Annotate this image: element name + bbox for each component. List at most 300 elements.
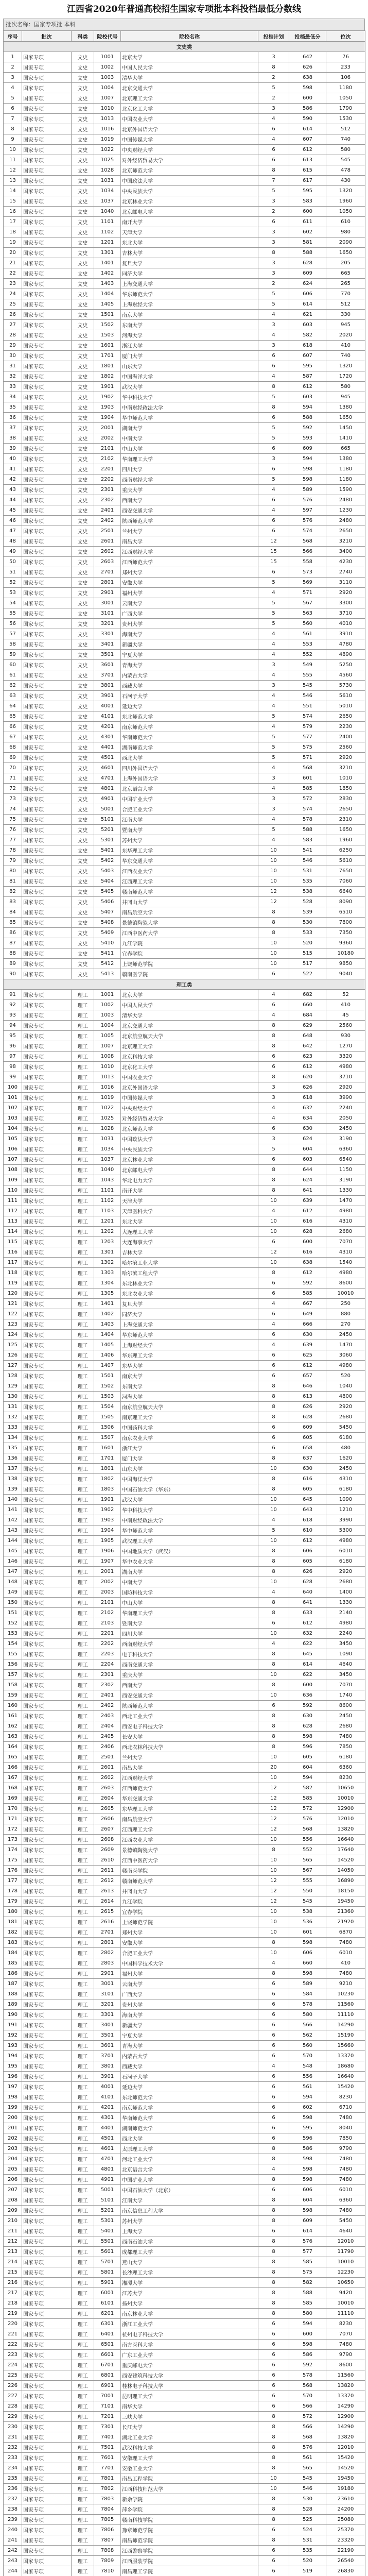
cell-code: 2610	[94, 1855, 121, 1866]
cell-index: 238	[4, 2504, 22, 2515]
cell-batch: 国家专项	[22, 2154, 72, 2164]
cell-school: 西安电子科技大学	[121, 1721, 258, 1732]
table-row	[4, 361, 365, 371]
cell-category: 理工	[72, 1680, 94, 1690]
cell-code: 1202	[94, 1227, 121, 1237]
cell-rank: 3110	[326, 578, 365, 588]
cell-rank: 5610	[326, 691, 365, 701]
cell-rank: 2920	[326, 1402, 365, 1412]
table-row	[4, 1577, 365, 1587]
cell-batch: 国家专项	[22, 2340, 72, 2350]
cell-plan: 6	[258, 2340, 289, 2350]
cell-plan: 6	[258, 1422, 289, 1433]
cell-min-score: 637	[289, 1453, 326, 1464]
cell-min-score: 630	[289, 1464, 326, 1474]
cell-batch: 国家专项	[22, 1402, 72, 1412]
table-row	[4, 639, 365, 650]
cell-batch: 国家专项	[22, 1495, 72, 1505]
cell-min-score: 582	[289, 1783, 326, 1793]
cell-category: 文史	[72, 938, 94, 948]
cell-category: 理工	[72, 2463, 94, 2473]
table-row	[4, 753, 365, 763]
cell-rank: 12900	[326, 1804, 365, 1814]
cell-code: 7101	[94, 2401, 121, 2412]
cell-index: 226	[4, 2381, 22, 2391]
cell-category: 理工	[72, 1381, 94, 1392]
cell-code: 5501	[94, 2236, 121, 2247]
cell-school: 电子科技大学	[121, 1649, 258, 1659]
cell-batch: 国家专项	[22, 1732, 72, 1742]
cell-plan: 5	[258, 619, 289, 629]
cell-batch: 国家专项	[22, 444, 72, 454]
cell-batch: 国家专项	[22, 598, 72, 608]
cell-plan: 5	[258, 1526, 289, 1536]
cell-category: 文史	[72, 248, 94, 258]
cell-code: 1008	[94, 1052, 121, 1062]
cell-category: 文史	[72, 536, 94, 547]
cell-category: 理工	[72, 1093, 94, 1103]
cell-plan: 6	[258, 1309, 289, 1319]
cell-school: 西安建筑科技大学	[121, 2370, 258, 2381]
cell-category: 理工	[72, 2288, 94, 2298]
cell-plan: 6	[258, 2566, 289, 2576]
table-row	[4, 629, 365, 639]
cell-index: 4	[4, 83, 22, 93]
cell-min-score: 546	[289, 691, 326, 701]
cell-code: 1401	[94, 1299, 121, 1309]
cell-index: 109	[4, 1175, 22, 1185]
cell-min-score: 606	[289, 2185, 326, 2195]
cell-rank: 512	[326, 299, 365, 310]
cell-school: 江西财经大学	[121, 547, 258, 557]
cell-batch: 国家专项	[22, 835, 72, 845]
cell-rank: 8040	[326, 2123, 365, 2133]
cell-school: 云南大学	[121, 1979, 258, 1989]
table-row	[4, 2267, 365, 2278]
table-row	[4, 371, 365, 382]
cell-rank: 1650	[326, 413, 365, 423]
table-row	[4, 938, 365, 948]
cell-index: 65	[4, 711, 22, 722]
cell-rank: 270	[326, 1319, 365, 1330]
cell-code: 6501	[94, 2340, 121, 2350]
cell-school: 九江学院	[121, 1896, 258, 1907]
table-row	[4, 2236, 365, 2247]
cell-plan: 8	[258, 1556, 289, 1567]
cell-school: 清华大学	[121, 1010, 258, 1021]
cell-batch: 国家专项	[22, 93, 72, 104]
cell-index: 102	[4, 1103, 22, 1113]
cell-school: 东华大学	[121, 1361, 258, 1371]
table-row	[4, 660, 365, 670]
cell-school: 贵州大学	[121, 619, 258, 629]
cell-school: 九江学院	[121, 938, 258, 948]
cell-batch: 国家专项	[22, 423, 72, 433]
col-header-batch: 批次	[22, 31, 72, 42]
table-row	[4, 835, 365, 845]
cell-category: 文史	[72, 516, 94, 526]
cell-batch: 国家专项	[22, 887, 72, 897]
cell-index: 199	[4, 2103, 22, 2113]
cell-batch: 国家专项	[22, 1268, 72, 1278]
cell-index: 208	[4, 2195, 22, 2206]
cell-index: 17	[4, 217, 22, 227]
cell-category: 文史	[72, 711, 94, 722]
table-row	[4, 2546, 365, 2556]
table-row	[4, 1165, 365, 1175]
table-row	[4, 1216, 365, 1227]
cell-batch: 国家专项	[22, 2422, 72, 2432]
cell-rank: 10230	[326, 1989, 365, 1999]
cell-index: 69	[4, 753, 22, 763]
cell-plan: 8	[258, 2453, 289, 2463]
cell-category: 文史	[72, 722, 94, 732]
cell-plan: 8	[258, 918, 289, 928]
table-row	[4, 650, 365, 660]
cell-category: 理工	[72, 2051, 94, 2061]
cell-index: 42	[4, 474, 22, 485]
cell-code: 2201	[94, 1629, 121, 1639]
cell-index: 211	[4, 2226, 22, 2236]
cell-school: 郑州大学	[121, 567, 258, 578]
cell-index: 166	[4, 1762, 22, 1773]
cell-school: 东北林业大学	[121, 1278, 258, 1289]
cell-school: 福州大学	[121, 588, 258, 598]
cell-category: 理工	[72, 1082, 94, 1093]
cell-plan: 12	[258, 1814, 289, 1824]
cell-category: 理工	[72, 1999, 94, 2010]
cell-code: 6001	[94, 2288, 121, 2298]
cell-code: 5403	[94, 866, 121, 876]
cell-plan: 4	[258, 722, 289, 732]
cell-index: 14	[4, 186, 22, 196]
table-row	[4, 547, 365, 557]
cell-plan: 10	[258, 1752, 289, 1762]
cell-school: 西安交通大学	[121, 505, 258, 516]
cell-rank: 7480	[326, 2206, 365, 2216]
cell-min-score: 666	[289, 1319, 326, 1330]
cell-code: 6301	[94, 2319, 121, 2329]
cell-index: 64	[4, 701, 22, 711]
cell-plan: 10	[258, 959, 289, 969]
cell-school: 浙江大学	[121, 1443, 258, 1453]
cell-category: 理工	[72, 2185, 94, 2195]
cell-min-score: 621	[289, 310, 326, 320]
table-row	[4, 1608, 365, 1618]
cell-code: 5201	[94, 825, 121, 835]
cell-plan: 6	[258, 155, 289, 165]
cell-school: 对外经济贸易大学	[121, 155, 258, 165]
cell-batch: 国家专项	[22, 2195, 72, 2206]
cell-plan: 6	[258, 1278, 289, 1289]
cell-school: 北京师范大学	[121, 165, 258, 176]
table-row	[4, 1381, 365, 1392]
cell-batch: 国家专项	[22, 1804, 72, 1814]
cell-min-score: 585	[289, 2257, 326, 2267]
cell-batch: 国家专项	[22, 1752, 72, 1762]
cell-plan: 5	[258, 1144, 289, 1155]
cell-rank: 2090	[326, 238, 365, 248]
table-row	[4, 1124, 365, 1134]
cell-min-score: 614	[289, 2226, 326, 2236]
cell-index: 46	[4, 516, 22, 526]
cell-code: 6901	[94, 2381, 121, 2391]
cell-category: 文史	[72, 897, 94, 907]
table-row	[4, 2103, 365, 2113]
cell-category: 文史	[72, 371, 94, 382]
cell-school: 湖北工业大学	[121, 2432, 258, 2443]
cell-index: 78	[4, 845, 22, 856]
cell-min-score: 596	[289, 2133, 326, 2144]
cell-plan: 6	[258, 2319, 289, 2329]
cell-category: 理工	[72, 1124, 94, 1134]
cell-min-score: 633	[289, 1608, 326, 1618]
cell-batch: 国家专项	[22, 2051, 72, 2061]
cell-category: 理工	[72, 2247, 94, 2257]
cell-batch: 国家专项	[22, 310, 72, 320]
cell-rank: 8600	[326, 1701, 365, 1711]
table-row	[4, 155, 365, 165]
cell-min-score: 545	[289, 681, 326, 691]
cell-code: 7806	[94, 2525, 121, 2535]
cell-batch: 国家专项	[22, 1629, 72, 1639]
cell-min-score: 585	[289, 2298, 326, 2309]
cell-min-score: 576	[289, 2236, 326, 2247]
cell-batch: 国家专项	[22, 1515, 72, 1526]
cell-min-score: 586	[289, 2144, 326, 2154]
cell-category: 文史	[72, 825, 94, 835]
cell-plan: 6	[258, 2030, 289, 2041]
cell-batch: 国家专项	[22, 2556, 72, 2566]
cell-index: 141	[4, 1505, 22, 1515]
cell-rank: 2230	[326, 722, 365, 732]
cell-rank: 410	[326, 1000, 365, 1010]
cell-plan: 6	[258, 1155, 289, 1165]
cell-code: 7805	[94, 2515, 121, 2525]
cell-plan: 10	[258, 1196, 289, 1206]
cell-min-score: 556	[289, 2072, 326, 2082]
cell-rank: 18680	[326, 2061, 365, 2072]
cell-school: 景德镇陶瓷大学	[121, 1845, 258, 1855]
cell-code: 3201	[94, 1999, 121, 2010]
cell-school: 上海财经大学	[121, 299, 258, 310]
cell-rank: 12010	[326, 2443, 365, 2453]
cell-min-score: 582	[289, 330, 326, 341]
cell-category: 文史	[72, 485, 94, 495]
cell-school: 井冈山大学	[121, 897, 258, 907]
cell-category: 文史	[72, 670, 94, 681]
cell-school: 北京交通大学	[121, 83, 258, 93]
cell-code: 3201	[94, 619, 121, 629]
cell-category: 理工	[72, 1742, 94, 1752]
cell-index: 242	[4, 2546, 22, 2556]
table-row	[4, 1917, 365, 1927]
batch-label: 批次名称：国家专项批 本科	[3, 19, 365, 30]
cell-min-score: 594	[289, 2092, 326, 2103]
cell-index: 10	[4, 145, 22, 155]
cell-category: 理工	[72, 1165, 94, 1175]
cell-rank: 665	[326, 268, 365, 279]
cell-batch: 国家专项	[22, 1927, 72, 1938]
cell-index: 38	[4, 433, 22, 444]
table-row	[4, 124, 365, 134]
cell-plan: 6	[258, 1618, 289, 1629]
cell-category: 文史	[72, 835, 94, 845]
cell-batch: 国家专项	[22, 845, 72, 856]
cell-rank: 1330	[326, 1185, 365, 1196]
table-row	[4, 608, 365, 619]
cell-batch: 国家专项	[22, 320, 72, 330]
cell-index: 185	[4, 1958, 22, 1969]
cell-school: 中山大学	[121, 444, 258, 454]
cell-plan: 5	[258, 732, 289, 742]
cell-plan: 5	[258, 598, 289, 608]
cell-rank: 545	[326, 155, 365, 165]
cell-plan: 8	[258, 1412, 289, 1422]
cell-category: 理工	[72, 2546, 94, 2556]
cell-index: 8	[4, 124, 22, 134]
cell-plan: 4	[258, 1340, 289, 1350]
cell-min-score: 549	[289, 660, 326, 670]
cell-min-score: 574	[289, 711, 326, 722]
cell-code: 2604	[94, 1793, 121, 1804]
table-row	[4, 238, 365, 248]
cell-school: 江西师范大学	[121, 557, 258, 567]
cell-min-score: 587	[289, 371, 326, 382]
cell-category: 理工	[72, 2422, 94, 2432]
cell-min-score: 630	[289, 1711, 326, 1721]
table-row	[4, 1000, 365, 1010]
cell-min-score: 630	[289, 1124, 326, 1134]
cell-school: 东华理工大学	[121, 845, 258, 856]
cell-rank: 52	[326, 990, 365, 1000]
cell-plan: 8	[258, 1453, 289, 1464]
cell-rank: 2450	[326, 1330, 365, 1340]
cell-code: 2701	[94, 1927, 121, 1938]
table-row	[4, 1103, 365, 1113]
cell-code: 1802	[94, 371, 121, 382]
cell-index: 85	[4, 918, 22, 928]
cell-rank: 6540	[326, 1155, 365, 1165]
cell-min-score: 561	[289, 629, 326, 639]
cell-code: 2301	[94, 485, 121, 495]
cell-index: 167	[4, 1773, 22, 1783]
cell-index: 6	[4, 104, 22, 114]
cell-rank: 1330	[326, 1598, 365, 1608]
cell-batch: 国家专项	[22, 392, 72, 402]
cell-code: 5801	[94, 2267, 121, 2278]
cell-school: 山东大学	[121, 361, 258, 371]
cell-code: 2101	[94, 444, 121, 454]
cell-category: 文史	[72, 196, 94, 207]
cell-code: 7810	[94, 2566, 121, 2576]
cell-rank: 1540	[326, 1258, 365, 1268]
cell-code: 3101	[94, 1989, 121, 1999]
cell-batch: 国家专项	[22, 413, 72, 423]
table-row	[4, 1752, 365, 1762]
cell-index: 127	[4, 1361, 22, 1371]
table-row	[4, 2072, 365, 2082]
cell-min-score: 614	[289, 1659, 326, 1670]
cell-category: 理工	[72, 1587, 94, 1598]
cell-batch: 国家专项	[22, 1587, 72, 1598]
cell-rank: 22190	[326, 2546, 365, 2556]
cell-batch: 国家专项	[22, 104, 72, 114]
cell-plan: 6	[258, 1999, 289, 2010]
cell-index: 223	[4, 2350, 22, 2360]
cell-rank: 1400	[326, 1587, 365, 1598]
cell-index: 220	[4, 2319, 22, 2329]
cell-category: 理工	[72, 1948, 94, 1958]
cell-school: 西北农林科技大学	[121, 1742, 258, 1752]
cell-plan: 10	[258, 1464, 289, 1474]
cell-code: 1305	[94, 1289, 121, 1299]
cell-rank: 1470	[326, 1340, 365, 1350]
cell-category: 理工	[72, 2340, 94, 2350]
table-row	[4, 1402, 365, 1412]
cell-code: 2101	[94, 1598, 121, 1608]
cell-index: 169	[4, 1793, 22, 1804]
cell-category: 理工	[72, 1309, 94, 1319]
cell-index: 18	[4, 227, 22, 238]
cell-min-score: 582	[289, 2278, 326, 2288]
table-row	[4, 1155, 365, 1165]
cell-school: 安徽理工大学	[121, 2453, 258, 2463]
cell-school: 贵州大学	[121, 1999, 258, 2010]
cell-min-score: 525	[289, 2515, 326, 2525]
cell-school: 哈尔滨工业大学	[121, 1258, 258, 1268]
cell-rank: 1090	[326, 1495, 365, 1505]
cell-plan: 4	[258, 1515, 289, 1526]
cell-code: 4801	[94, 784, 121, 794]
cell-school: 扬州大学	[121, 2298, 258, 2309]
cell-index: 22	[4, 268, 22, 279]
cell-plan: 4	[258, 588, 289, 598]
cell-category: 文史	[72, 681, 94, 691]
cell-index: 231	[4, 2432, 22, 2443]
cell-plan: 4	[258, 114, 289, 124]
cell-code: 2601	[94, 1762, 121, 1773]
cell-category: 文史	[72, 619, 94, 629]
table-row	[4, 330, 365, 341]
cell-rank: 1050	[326, 93, 365, 104]
cell-min-score: 598	[289, 2206, 326, 2216]
cell-index: 20	[4, 248, 22, 258]
cell-category: 文史	[72, 93, 94, 104]
cell-school: 江西农业大学	[121, 1835, 258, 1845]
cell-code: 4601	[94, 763, 121, 773]
cell-school: 武汉理工大学	[121, 1536, 258, 1546]
cell-rank: 16640	[326, 2072, 365, 2082]
cell-rank: 2650	[326, 711, 365, 722]
cell-plan: 12	[258, 1876, 289, 1886]
cell-min-score: 598	[289, 2154, 326, 2164]
cell-min-score: 622	[289, 1639, 326, 1649]
cell-plan: 5	[258, 423, 289, 433]
cell-rank: 7350	[326, 928, 365, 938]
cell-rank: 25080	[326, 2515, 365, 2525]
cell-category: 文史	[72, 73, 94, 83]
cell-plan: 6	[258, 526, 289, 536]
cell-category: 文史	[72, 547, 94, 557]
cell-school: 广西大学	[121, 608, 258, 619]
col-header-plan: 投档计划	[258, 31, 289, 42]
cell-index: 156	[4, 1659, 22, 1670]
cell-category: 理工	[72, 1402, 94, 1412]
cell-min-score: 566	[289, 2401, 326, 2412]
cell-batch: 国家专项	[22, 2494, 72, 2504]
table-row	[4, 1629, 365, 1639]
